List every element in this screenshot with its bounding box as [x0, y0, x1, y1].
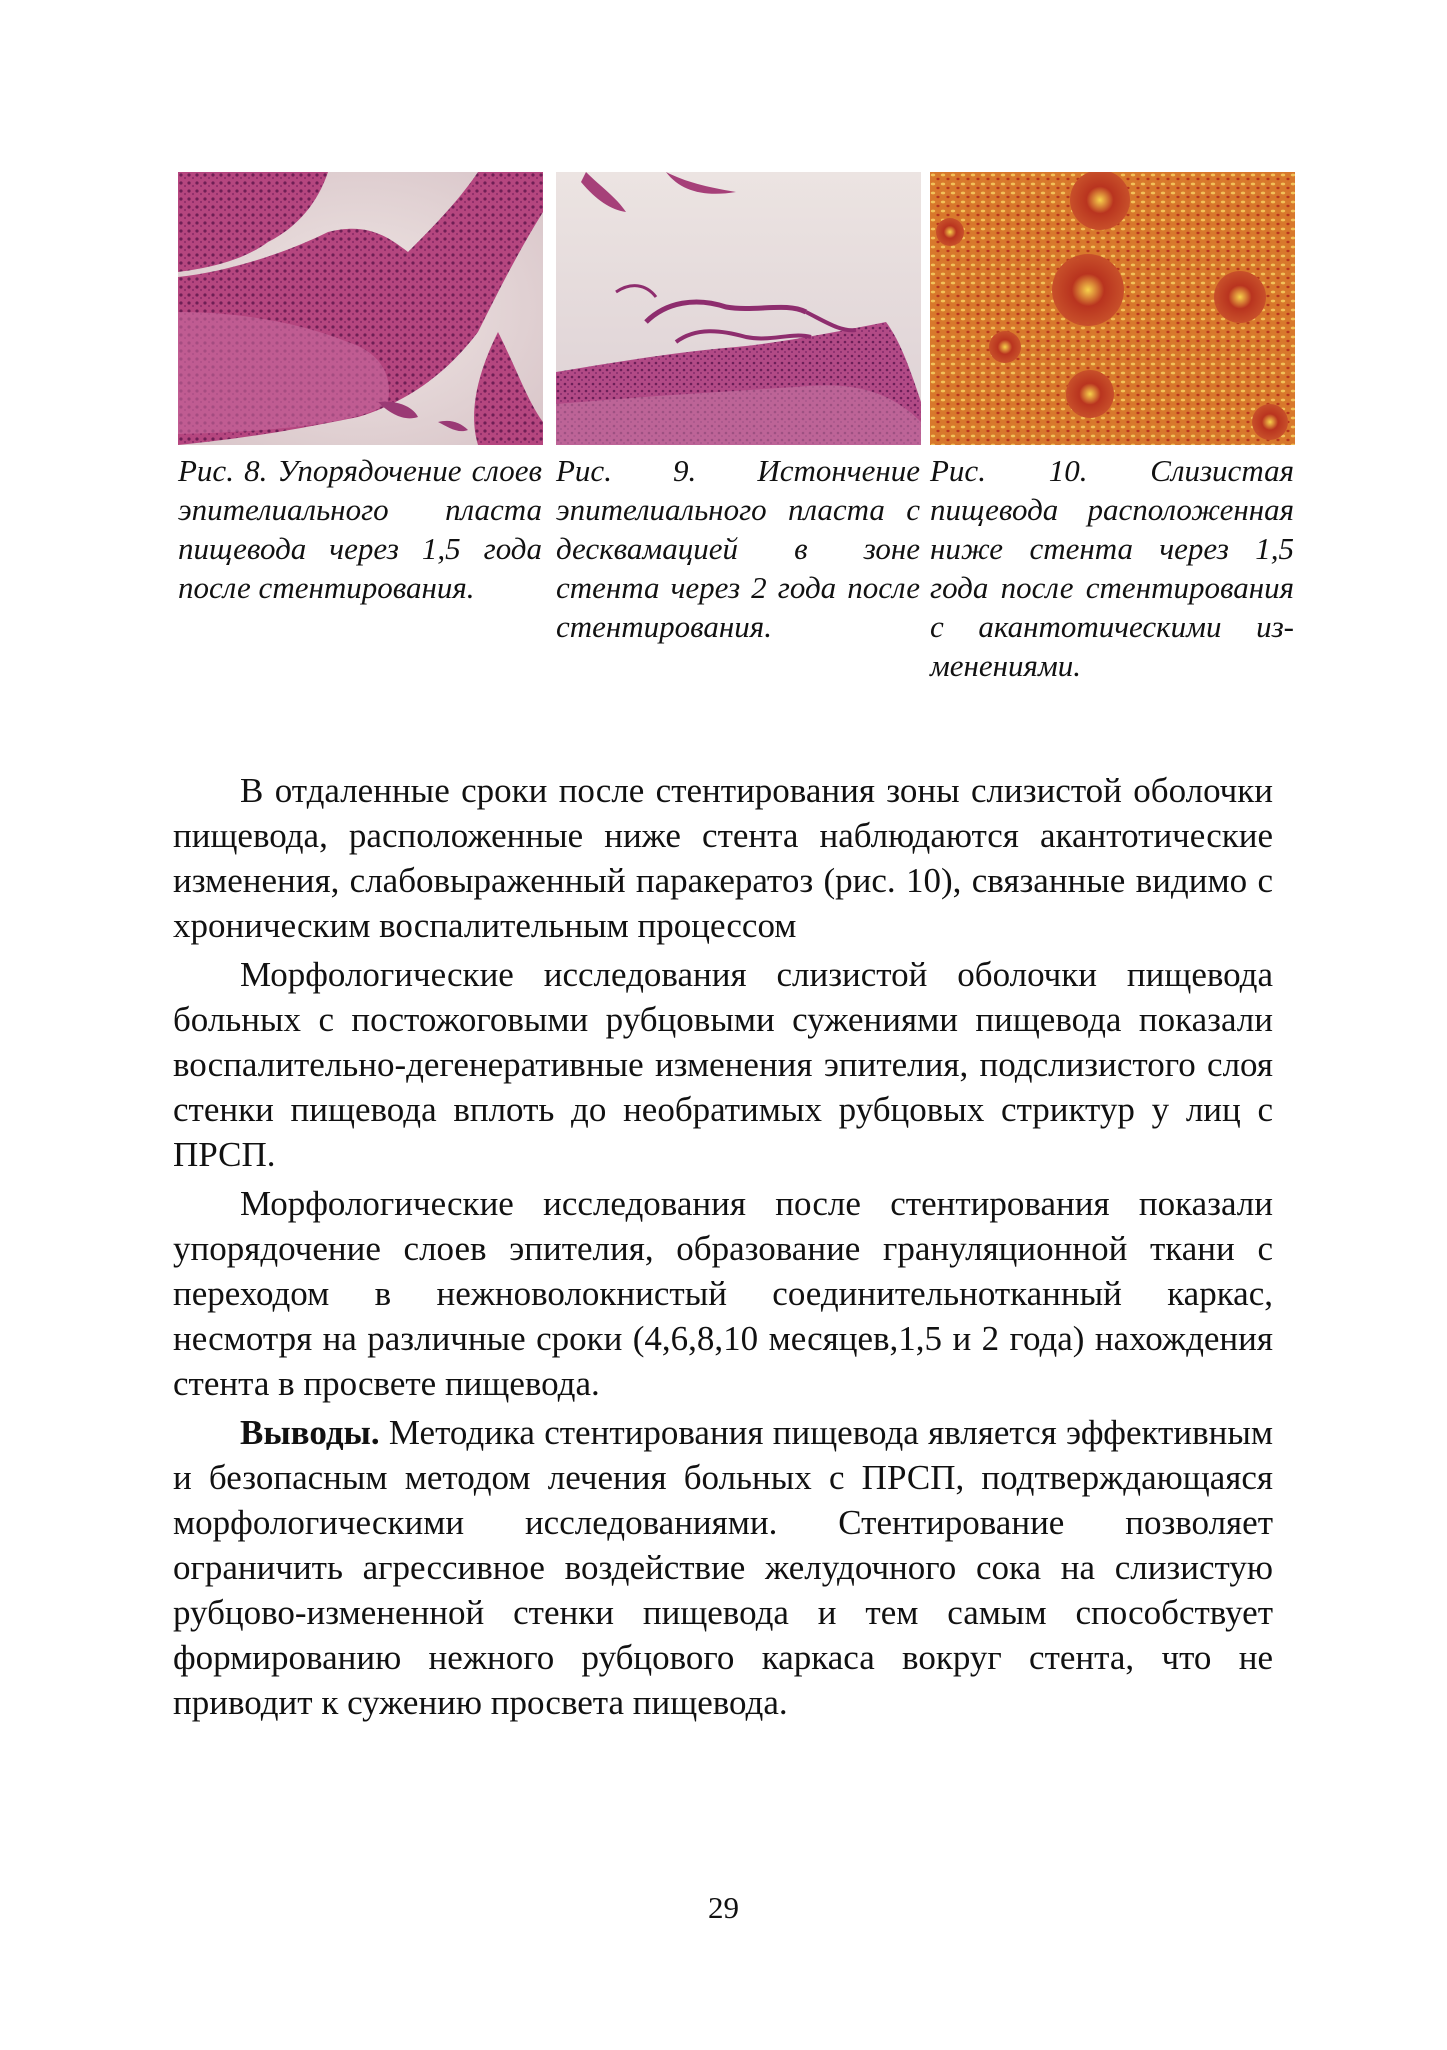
figure-8 — [178, 172, 546, 607]
histology-image-fig8 — [178, 172, 543, 445]
figure-9-caption: Рис. 9. Истончение эпителиального пласта с десквамацией в зоне стента через 2 года после стентирования. — [556, 453, 920, 644]
histology-image-fig9 — [556, 172, 921, 445]
figure-9 — [556, 172, 924, 646]
figure-8-caption: Рис. 8. Упорядочение слоев эпителиального пласта пищевода через 1,5 года после стентирования. — [178, 453, 542, 605]
body-text — [173, 768, 1273, 1729]
figure-10 — [930, 172, 1298, 685]
paragraph-1: В отдаленные сроки после стентирования зоны слизистой оболочки пищевода, расположенные ниже стента наблюдаются акантотические изменения, слабовыраженный паракератоз (рис. 10), связанные видимо с хроническим воспалительным процессом — [173, 771, 1273, 945]
histology-image-fig10 — [930, 172, 1295, 445]
paragraph-3: Морфологические исследования после стентирования показали упорядочение слоев эпителия, образование грануляционной ткани с переходом в нежноволокнистый соединительнотканный каркас, несмотря на различные сроки (4,6,8,10 месяцев,1,5 и 2 года) нахождения стента в просвете пищевода. — [173, 1184, 1273, 1403]
paragraph-conclusions — [173, 1410, 1273, 1725]
page-number: 29 — [708, 1890, 739, 1925]
conclusions-text: Методика стентирования пищевода является эффективным и безопасным методом лечения больных с ПРСП, подтверждающаяся морфологическими исследованиями. Стентирование позволяет ограничить агрессивное воздействие желудочного сока на слизистую рубцово-измененной стенки пищевода и тем самым способствует формированию нежного рубцового каркаса вокруг стента, что не приводит к сужению просвета пищевода. — [173, 1413, 1273, 1722]
figure-10-caption: Рис. 10. Слизистая пищевода расположенная ниже стента через 1,5 года после стентирования с акантотическими изменениями. — [930, 453, 1294, 683]
conclusions-heading: Выводы. — [240, 1413, 380, 1452]
paragraph-2: Морфологические исследования слизистой оболочки пищевода больных с постожоговыми рубцовыми сужениями пищевода показали воспалительно-дегенеративные изменения эпителия, подслизистого слоя стенки пищевода вплоть до необратимых рубцовых стриктур у лиц с ПРСП. — [173, 955, 1273, 1174]
figures-row — [178, 172, 1298, 732]
